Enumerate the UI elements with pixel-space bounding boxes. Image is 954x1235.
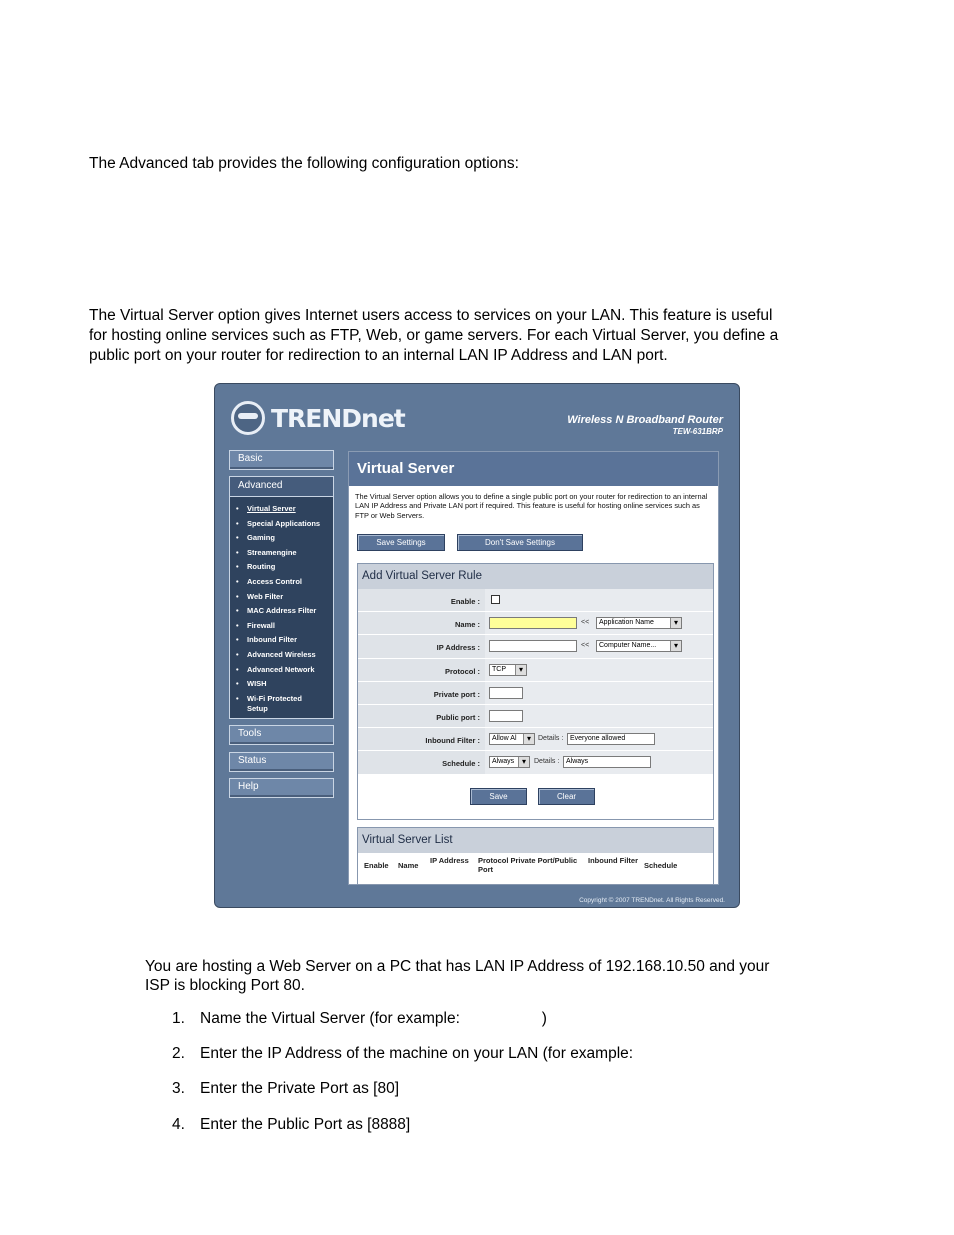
private-port-input[interactable] xyxy=(489,687,523,699)
inbound-filter-select[interactable]: Allow Al ▾ xyxy=(489,733,535,745)
add-rule-title: Add Virtual Server Rule xyxy=(358,564,713,589)
trendnet-logo xyxy=(231,398,405,438)
clear-button[interactable]: Clear xyxy=(538,788,595,805)
example-intro-line-1: You are hosting a Web Server on a PC that has LAN IP Address of 192.168.10.50 and your xyxy=(145,958,770,975)
name-label: Name : xyxy=(358,612,485,634)
add-rule-box xyxy=(357,563,714,820)
public-port-label: Public port : xyxy=(358,705,485,727)
nav-item-advanced-network[interactable]: • Advanced Network xyxy=(236,663,333,678)
nav-item-special-applications[interactable]: • Special Applications xyxy=(236,517,333,532)
step-2-number: 2. xyxy=(172,1045,185,1062)
content-panel xyxy=(348,451,719,885)
step-4-text: Enter the Public Port as [8888] xyxy=(200,1116,411,1133)
computer-name-select[interactable]: Computer Name... ▾ xyxy=(596,640,682,652)
nav-advanced[interactable]: Advanced xyxy=(230,477,333,497)
nav-item-gaming[interactable]: • Gaming xyxy=(236,531,333,546)
step-3-text: Enter the Private Port as [80] xyxy=(200,1080,400,1097)
nav-status[interactable]: Status xyxy=(229,752,334,772)
col-name: Name xyxy=(398,861,419,870)
row-private-port xyxy=(358,682,713,705)
enable-checkbox[interactable] xyxy=(491,595,500,604)
schedule-details-label: Details : xyxy=(534,758,560,766)
nav-item-wish[interactable]: • WISH xyxy=(236,677,333,692)
nav-item-advanced-wireless[interactable]: • Advanced Wireless xyxy=(236,648,333,663)
protocol-select[interactable]: TCP ▾ xyxy=(489,664,527,676)
page-title: Virtual Server xyxy=(349,452,718,486)
nav-item-routing[interactable]: • Routing xyxy=(236,560,333,575)
ip-arrows: << xyxy=(581,642,590,650)
row-enable xyxy=(358,589,713,612)
schedule-label: Schedule : xyxy=(358,751,485,773)
step-3-number: 3. xyxy=(172,1080,185,1097)
row-public-port xyxy=(358,705,713,728)
vs-paragraph-line-3: public port on your router for redirection to an internal LAN IP Address and LAN port. xyxy=(89,347,668,364)
schedule-select[interactable]: Always ▾ xyxy=(489,756,530,768)
nav-tools[interactable]: Tools xyxy=(229,725,334,745)
protocol-label: Protocol : xyxy=(358,659,485,681)
trendnet-logo-icon xyxy=(231,401,265,435)
step-1-text: Name the Virtual Server (for example: ) xyxy=(200,1010,547,1027)
nav-advanced-panel xyxy=(229,476,334,719)
advanced-menu xyxy=(230,497,333,714)
intro-text: The Advanced tab provides the following configuration options: xyxy=(89,155,519,172)
col-protocol: Protocol Private Port/Public Port xyxy=(478,856,578,874)
product-label xyxy=(567,415,723,437)
vs-paragraph-line-2: for hosting online services such as FTP, Web, or game servers. For each Virtual Server, you define a xyxy=(89,327,779,344)
inbound-filter-label: Inbound Filter : xyxy=(358,728,485,750)
save-settings-button[interactable]: Save Settings xyxy=(357,534,445,551)
col-schedule: Schedule xyxy=(644,861,678,870)
brand-name: TRENDnet xyxy=(271,403,405,433)
private-port-label: Private port : xyxy=(358,682,485,704)
inbound-details-input[interactable]: Everyone allowed xyxy=(567,733,655,745)
schedule-details-input[interactable]: Always xyxy=(563,756,651,768)
router-screenshot xyxy=(214,383,740,908)
example-intro-line-2: ISP is blocking Port 80. xyxy=(145,977,305,994)
step-1-number: 1. xyxy=(172,1010,185,1027)
nav-item-virtual-server[interactable]: • Virtual Server xyxy=(236,502,333,517)
product-model: TEW-631BRP xyxy=(672,427,723,436)
page-description: The Virtual Server option allows you to define a single public port on your router for redirection to an internal LAN IP Address and Private LAN port if required. This feature is useful for hosting online services such as FTP or Web Servers. xyxy=(355,492,708,520)
ip-label: IP Address : xyxy=(358,635,485,657)
nav-item-wps[interactable]: • Wi-Fi Protected Setup xyxy=(236,692,316,714)
virtual-server-list xyxy=(357,827,714,885)
nav-item-access-control[interactable]: • Access Control xyxy=(236,575,333,590)
nav-item-firewall[interactable]: • Firewall xyxy=(236,619,333,634)
nav-item-streamengine[interactable]: • Streamengine xyxy=(236,546,333,561)
copyright: Copyright © 2007 TRENDnet. All Rights Reserved. xyxy=(579,897,725,904)
vs-paragraph-line-1: The Virtual Server option gives Internet users access to services on your LAN. This feature is useful xyxy=(89,307,773,324)
list-title: Virtual Server List xyxy=(358,828,713,853)
row-name xyxy=(358,612,713,635)
step-2-text: Enter the IP Address of the machine on your LAN (for example: xyxy=(200,1045,634,1062)
step-4-number: 4. xyxy=(172,1116,185,1133)
save-button[interactable]: Save xyxy=(470,788,527,805)
nav-item-mac-address-filter[interactable]: • MAC Address Filter xyxy=(236,604,333,619)
list-header xyxy=(358,853,713,874)
nav-item-inbound-filter[interactable]: • Inbound Filter xyxy=(236,633,333,648)
row-ip xyxy=(358,635,713,658)
nav-item-web-filter[interactable]: • Web Filter xyxy=(236,590,333,605)
col-enable: Enable xyxy=(364,861,389,870)
dont-save-settings-button[interactable]: Don't Save Settings xyxy=(457,534,583,551)
enable-label: Enable : xyxy=(358,589,485,611)
row-protocol xyxy=(358,659,713,682)
name-input[interactable] xyxy=(489,617,577,629)
col-inbound: Inbound Filter xyxy=(588,856,638,865)
product-name: Wireless N Broadband Router xyxy=(567,414,723,426)
nav-basic[interactable]: Basic xyxy=(229,450,334,470)
row-schedule xyxy=(358,751,713,774)
application-name-select[interactable]: Application Name ▾ xyxy=(596,617,682,629)
public-port-input[interactable] xyxy=(489,710,523,722)
row-inbound-filter xyxy=(358,728,713,751)
col-ip: IP Address xyxy=(430,856,469,865)
ip-input[interactable] xyxy=(489,640,577,652)
inbound-details-label: Details : xyxy=(538,735,564,743)
name-arrows: << xyxy=(581,619,590,627)
nav-help[interactable]: Help xyxy=(229,778,334,798)
